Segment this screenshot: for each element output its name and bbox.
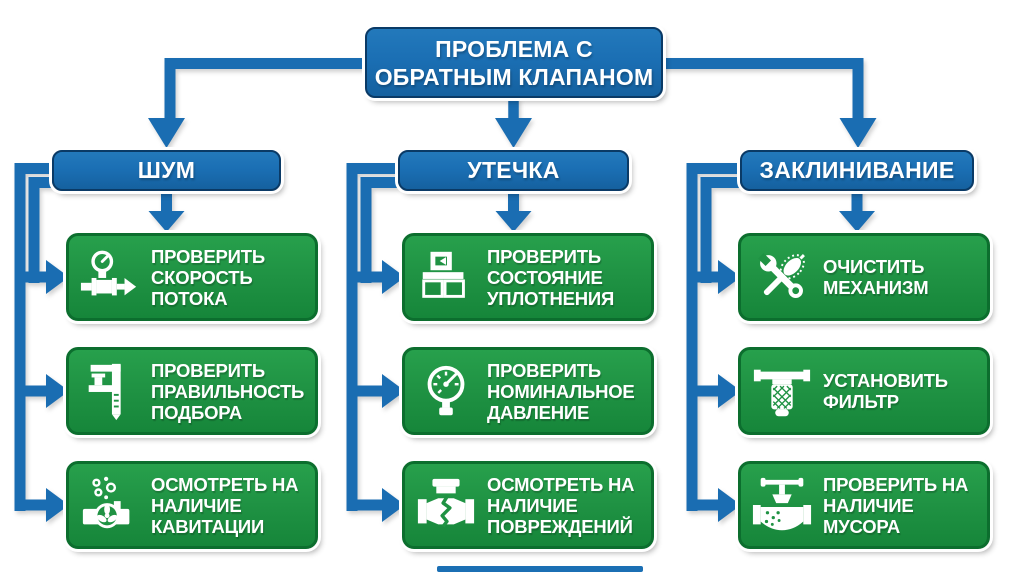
bottom-blue-bar (437, 566, 643, 572)
branch-header-label: ЗАКЛИНИВАНИЕ (759, 157, 955, 183)
task-box-check-sizing (66, 347, 318, 435)
filter-icon (741, 360, 823, 422)
task-label: ОЧИСТИТЬ МЕХАНИЗМ (823, 256, 929, 298)
branch-header-noise (52, 150, 281, 191)
root-problem-box (365, 27, 663, 98)
flow-meter-icon (69, 246, 151, 308)
task-box-check-seal (402, 233, 654, 321)
task-label: ПРОВЕРИТЬ СОСТОЯНИЕ УПЛОТНЕНИЯ (487, 245, 615, 309)
task-box-clean-mechanism (738, 233, 990, 321)
task-box-check-pressure (402, 347, 654, 435)
task-label: ОСМОТРЕТЬ НА НАЛИЧИЕ КАВИТАЦИИ (151, 473, 299, 537)
task-box-check-debris (738, 461, 990, 549)
task-label: ОСМОТРЕТЬ НА НАЛИЧИЕ ПОВРЕЖДЕНИЙ (487, 473, 635, 537)
branch-header-label: УТЕЧКА (467, 157, 560, 183)
valve-debris-icon (741, 474, 823, 536)
task-label: УСТАНОВИТЬ ФИЛЬТР (823, 370, 948, 412)
pressure-gauge-icon (405, 360, 487, 422)
task-label: ПРОВЕРИТЬ НА НАЛИЧИЕ МУСОРА (823, 473, 969, 537)
task-label: ПРОВЕРИТЬ СКОРОСТЬ ПОТОКА (151, 245, 265, 309)
caliper-icon (69, 360, 151, 422)
task-box-install-filter (738, 347, 990, 435)
seal-icon (405, 246, 487, 308)
task-box-check-flow-speed (66, 233, 318, 321)
task-box-inspect-damage (402, 461, 654, 549)
root-title-line-1: ПРОБЛЕМА С (435, 35, 593, 62)
root-title-line-2: ОБРАТНЫМ КЛАПАНОМ (374, 63, 654, 90)
branch-header-label: ШУМ (137, 157, 196, 183)
damaged-valve-icon (405, 474, 487, 536)
task-label: ПРОВЕРИТЬ ПРАВИЛЬНОСТЬ ПОДБОРА (151, 359, 305, 423)
task-box-inspect-cavitation (66, 461, 318, 549)
branch-header-jamming (740, 150, 974, 191)
wrench-brush-icon (741, 246, 823, 308)
task-label: ПРОВЕРИТЬ НОМИНАЛЬНОЕ ДАВЛЕНИЕ (487, 359, 635, 423)
cavitation-pump-icon (69, 474, 151, 536)
branch-header-leak (398, 150, 629, 191)
